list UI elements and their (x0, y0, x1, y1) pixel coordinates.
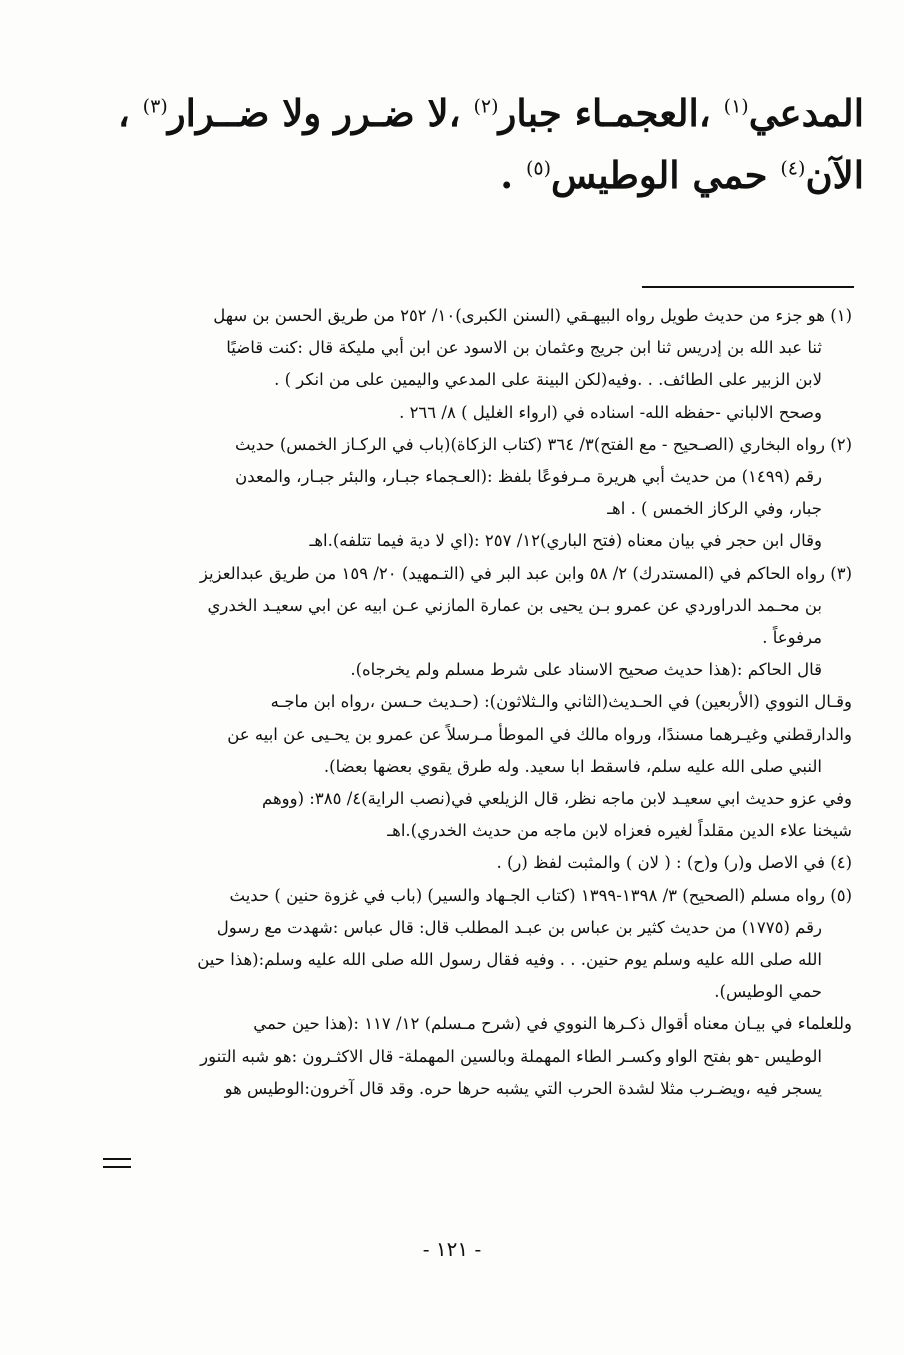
footnote-separator (642, 286, 854, 288)
main-text-part: ، الآن (117, 91, 864, 197)
footnote-5 (72, 880, 852, 1105)
footnote-line: رقم (١٧٧٥) من حديث كثير بن عباس بن عبـد المطلب قال: قال عباس :شهدت مع رسول (216, 917, 822, 937)
footnote-ref: (١) (723, 95, 749, 118)
footnote-line: (٥) رواه مسلم (الصحيح) ٣/ ١٣٩٨-١٣٩٩ (كتاب الجـهاد والسير) (باب في غزوة حنين ) حديث (229, 885, 852, 905)
footnote-line: شيخنا علاء الدين مقلداً لغيره فعزاه لابن ماجه من حديث الخدري).اهـ (387, 821, 852, 841)
continuation-line (103, 1166, 131, 1168)
footnote-line: حمي الوطيس). (714, 982, 822, 1002)
footnote-3 (72, 558, 852, 848)
footnote-line: ثنا عبد الله بن إدريس ثنا ابن جريج وعثمان بن الاسود عن ابن أبي مليكة قال :كنت قاضيًا (226, 338, 822, 358)
footnote-line: النبي صلى الله عليه سلم، فاسقط ابا سعيد. وله طرق يقوي بعضها بعضا). (323, 756, 822, 776)
footnote-line: لابن الزبير على الطائف. . .وفيه(لكن البينة على المدعي واليمين على من انكر ) . (274, 370, 822, 390)
footnote-line: وفي عزو حديث ابي سعيـد لابن ماجه نظر، قال الزيلعي في(نصب الراية)٤/ ٣٨٥: (ووهم (262, 789, 852, 809)
main-text (60, 82, 864, 206)
main-text-part: . (500, 153, 514, 197)
footnote-line: (٢) رواه البخاري (الصـحيح - مع الفتح)٣/ ٣٦٤ (كتاب الزكاة)(باب في الركـاز الخمس) حديث (234, 434, 852, 454)
main-text-part: ،العجمـاء جبار (498, 91, 711, 135)
footnote-1 (72, 300, 852, 429)
footnote-line: الله صلى الله عليه وسلم يوم حنين. . . وفيه فقال رسول الله صلى الله عليه وسلم:(هذا حين (197, 950, 822, 970)
main-text-part: المدعي (748, 91, 864, 135)
footnote-line: وصحح الالباني -حفظه الله- اسناده في (ارواء الغليل ) ٨/ ٢٦٦ . (399, 402, 822, 422)
footnote-line: قال الحاكم :(هذا حديث صحيح الاسناد على شرط مسلم ولم يخرجاه). (350, 660, 822, 680)
footnote-ref: (٤) (780, 157, 806, 180)
footnote-line: يسجر فيه ،ويضـرب مثلا لشدة الحرب التي يشبه حرها حره. وقد قال آخرون:الوطيس هو (224, 1078, 822, 1098)
footnote-line: وقـال النووي (الأربعين) في الحـديث(الثاني والـثلاثون): (حـديث حـسن ،رواه ابن ماجـه (270, 692, 852, 712)
main-text-part: حمي الوطيس (551, 153, 768, 197)
footnote-ref: (٣) (142, 95, 168, 118)
main-text-part: ،لا ضـرر ولا ضــرار (167, 91, 461, 135)
continuation-mark (103, 1158, 131, 1174)
footnote-line: (١) هو جزء من حديث طويل رواه البيهـقي (السنن الكبرى)١٠/ ٢٥٢ من طريق الحسن بن سهل (213, 306, 852, 325)
footnote-line: والدارقطني وغيـرهما مسندًا، ورواه مالك في الموطأ مـرسلاً عن عمرو بن يحـيى عن ابيه عن (227, 724, 852, 744)
footnote-line: وقال ابن حجر في بيان معناه (فتح الباري)١٢/ ٢٥٧ :(اي لا دية فيما تتلفه).اهـ (309, 531, 822, 551)
footnote-line: (٣) رواه الحاكم في (المستدرك) ٢/ ٥٨ وابن عبد البر في (التـمهيد) ٢٠/ ١٥٩ من طريق عبدالعزيز (199, 563, 852, 583)
footnote-ref: (٢) (473, 95, 499, 118)
footnote-line: الوطيس -هو بفتح الواو وكسـر الطاء المهملة وبالسين المهملة- قال الاكثـرون :هو شبه التنور (200, 1046, 822, 1066)
footnote-4 (72, 847, 852, 879)
footnote-line: رقم (١٤٩٩) من حديث أبي هريرة مـرفوعًا بلفظ :(العـجماء جبـار، والبئر جبـار، والمعدن (235, 467, 822, 487)
footnote-line: (٤) في الاصل و(ر) و(ح) : ( لان ) والمثبت لفظ (ر) . (496, 853, 852, 873)
footnotes-section (72, 300, 852, 1105)
footnote-ref: (٥) (525, 157, 552, 180)
footnote-line: جبار، وفي الركاز الخمس ) . اهـ (607, 499, 822, 519)
footnote-line: مرفوعاً . (762, 628, 822, 648)
footnote-line: وللعلماء في بيـان معناه أقوال ذكـرها النووي في (شرح مـسلم) ١٢/ ١١٧ :(هذا حين حمي (253, 1014, 852, 1034)
continuation-line (103, 1158, 131, 1160)
page-number: - ١٢١ - (422, 1237, 482, 1261)
footnote-line: بن محـمد الدراوردي عن عمرو بـن يحيى بن عمارة المازني عـن ابيه عن ابي سعيـد الخدري (207, 595, 822, 615)
footnote-2 (72, 429, 852, 558)
